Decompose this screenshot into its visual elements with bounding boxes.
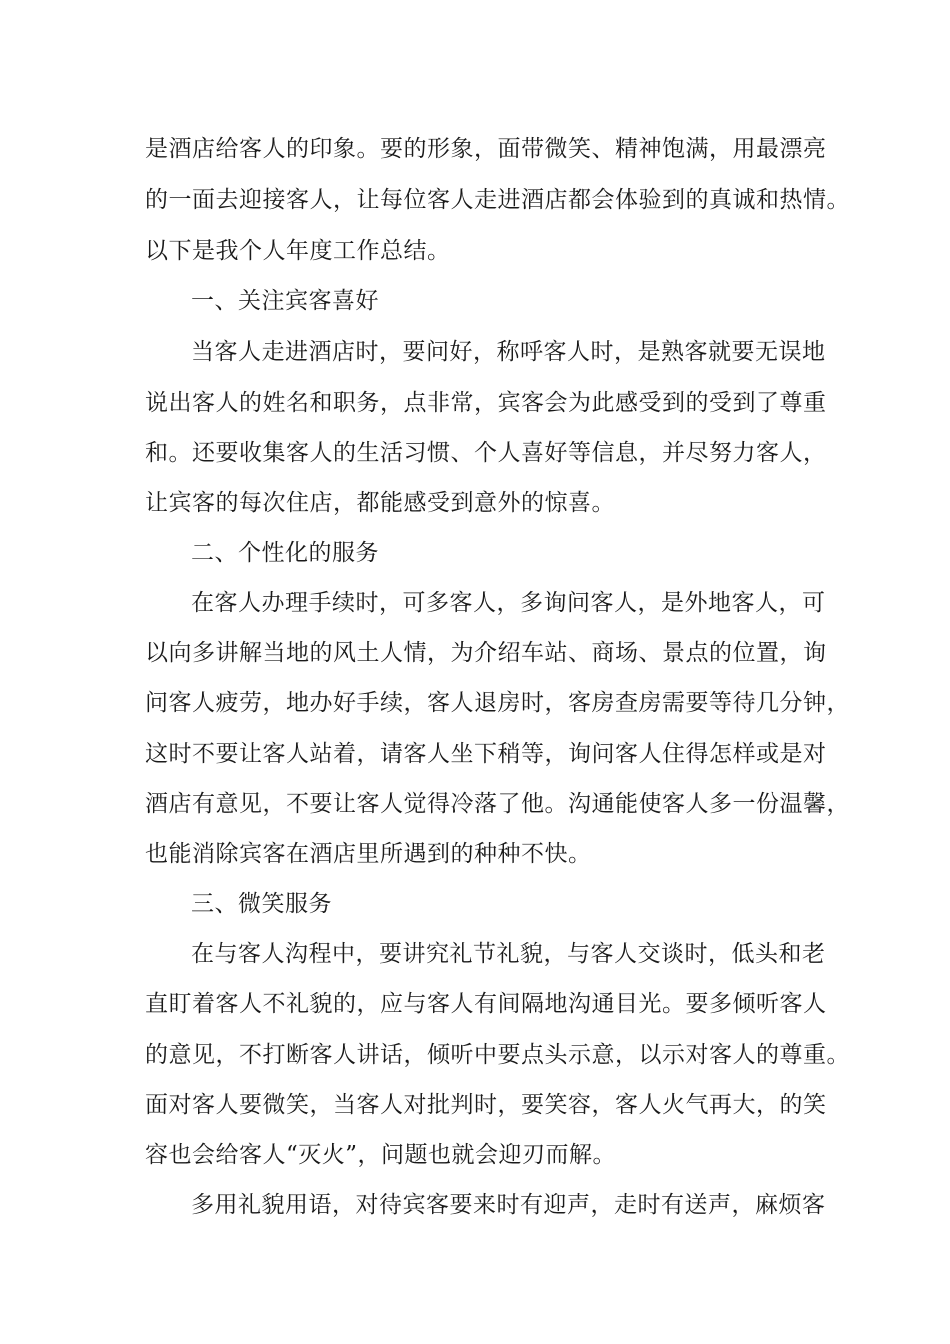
paragraph-line: 容也会给客人“灭火”，问题也就会迎刃而解。 xyxy=(145,1142,617,1168)
paragraph-line: 这时不要让客人站着，请客人坐下稍等，询问客人住得怎样或是对 xyxy=(145,741,827,767)
paragraph-line: 的一面去迎接客人，让每位客人走进酒店都会体验到的真诚和热情。 xyxy=(145,187,850,213)
paragraph-line: 让宾客的每次住店，都能感受到意外的惊喜。 xyxy=(145,490,615,516)
paragraph-line: 也能消除宾客在酒店里所遇到的种种不快。 xyxy=(145,841,592,867)
paragraph-line: 以向多讲解当地的风土人情，为介绍车站、商场、景点的位置，询 xyxy=(145,640,827,666)
paragraph-line: 面对客人要微笑，当客人对批判时，要笑容，客人火气再大，的笑 xyxy=(145,1092,827,1118)
paragraph-line: 在客人办理手续时，可多客人，多询问客人，是外地客人，可 xyxy=(191,590,826,616)
paragraph-line: 直盯着客人不礼貌的，应与客人有间隔地沟通目光。要多倾听客人 xyxy=(145,991,827,1017)
paragraph-line: 的意见，不打断客人讲话，倾听中要点头示意，以示对客人的尊重。 xyxy=(145,1042,850,1068)
paragraph-line: 当客人走进酒店时，要问好，称呼客人时，是熟客就要无误地 xyxy=(191,339,826,365)
section-heading: 二、个性化的服务 xyxy=(191,540,379,566)
section-heading: 一、关注宾客喜好 xyxy=(191,288,379,314)
paragraph-line: 问客人疲劳，地办好手续，客人退房时，客房查房需要等待几分钟， xyxy=(145,690,850,716)
paragraph-line: 是酒店给客人的印象。要的形象，面带微笑、精神饱满，用最漂亮 xyxy=(145,136,827,162)
paragraph-line: 和。还要收集客人的生活习惯、个人喜好等信息，并尽努力客人， xyxy=(145,440,827,466)
paragraph-line: 说出客人的姓名和职务，点非常，宾客会为此感受到的受到了尊重 xyxy=(145,390,827,416)
paragraph-line: 多用礼貌用语，对待宾客要来时有迎声，走时有送声，麻烦客 xyxy=(191,1192,826,1218)
section-heading: 三、微笑服务 xyxy=(191,891,332,917)
paragraph-line: 在与客人沟程中，要讲究礼节礼貌，与客人交谈时，低头和老 xyxy=(191,941,826,967)
paragraph-line: 以下是我个人年度工作总结。 xyxy=(145,238,451,264)
paragraph-line: 酒店有意见，不要让客人觉得冷落了他。沟通能使客人多一份温馨， xyxy=(145,791,850,817)
